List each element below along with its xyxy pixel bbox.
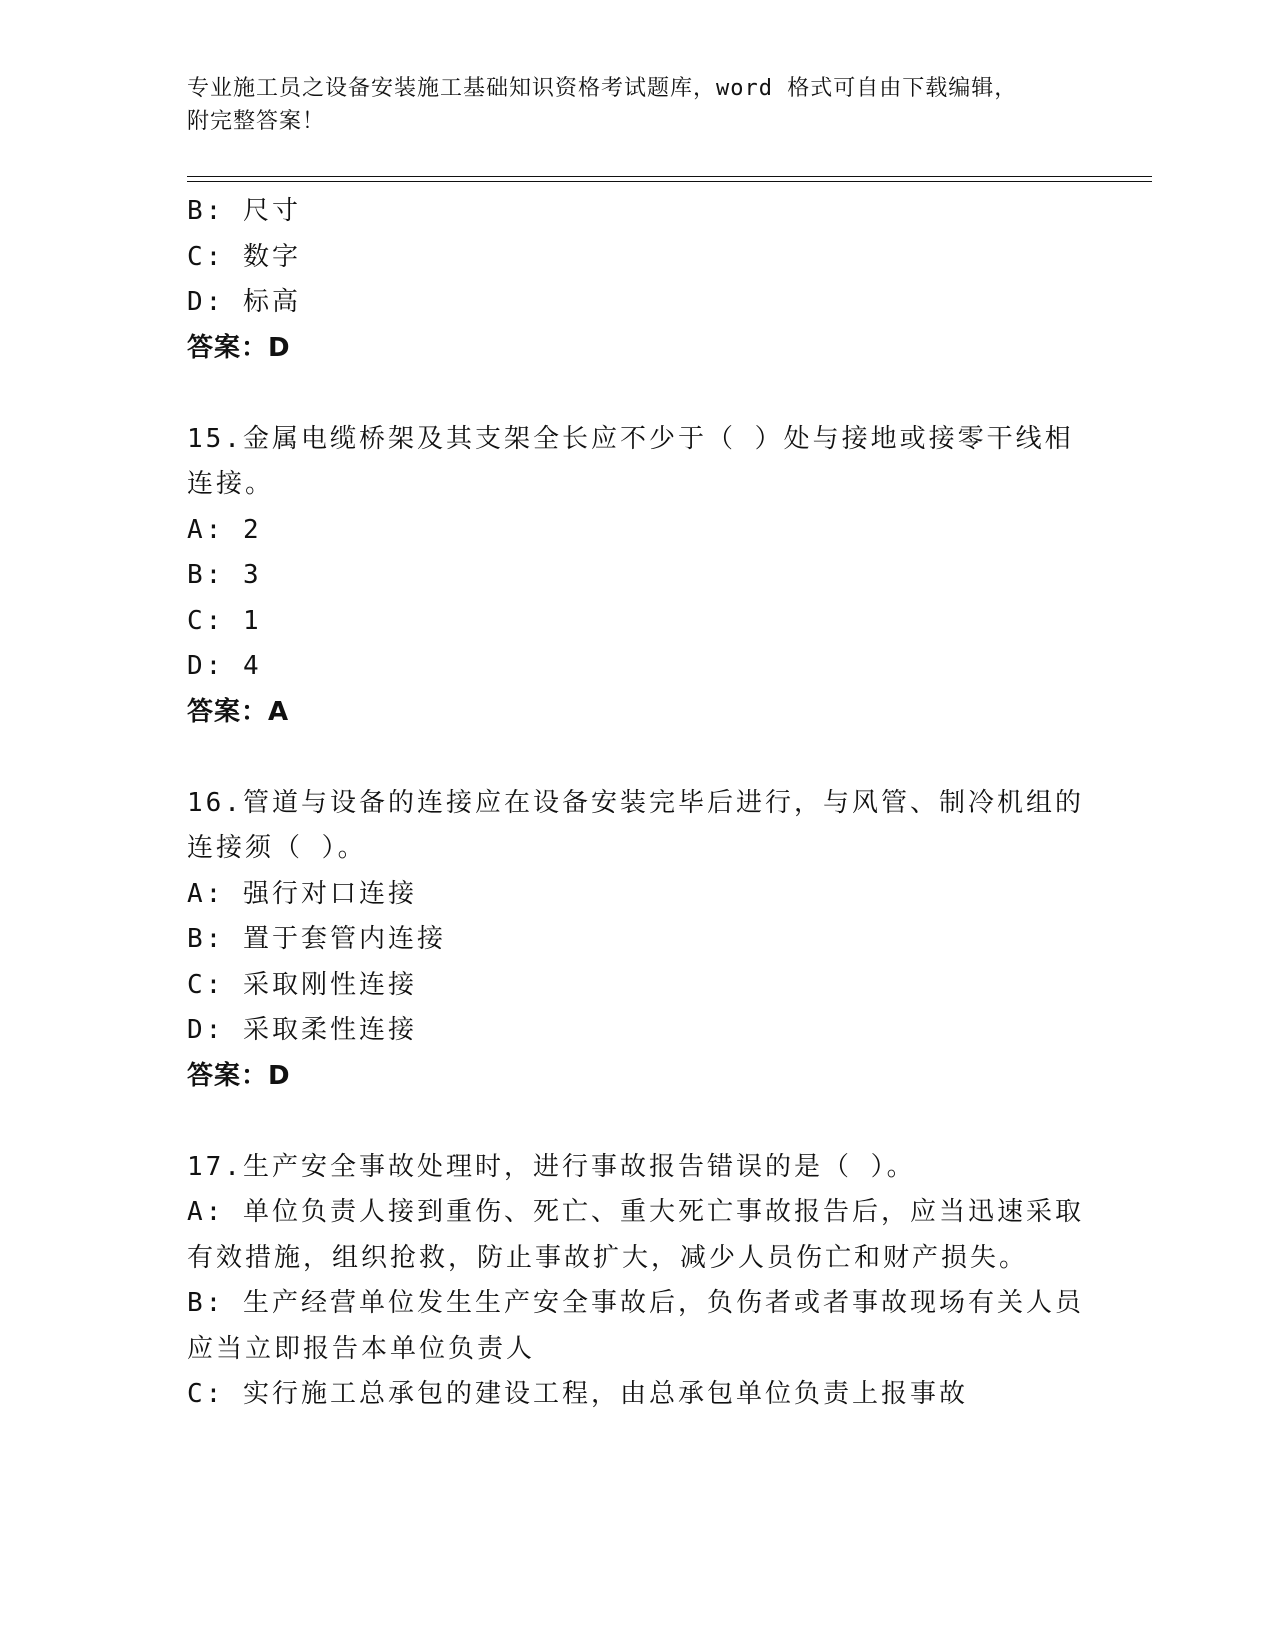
question-stem: 15.金属电缆桥架及其支架全长应不少于（ ）处与接地或接零干线相 bbox=[187, 423, 1074, 454]
header-divider-bottom bbox=[187, 181, 1152, 182]
answer-label: 答案：D bbox=[187, 332, 291, 363]
option-b: B: 生产经营单位发生生产安全事故后，负伤者或者事故现场有关人员 bbox=[187, 1288, 1084, 1318]
question-content bbox=[187, 189, 1087, 1418]
question-stem: 17.生产安全事故处理时，进行事故报告错误的是（ ）。 bbox=[187, 1151, 916, 1182]
option-c: C: 1 bbox=[187, 605, 262, 636]
option-d: D: 采取柔性连接 bbox=[187, 1015, 417, 1045]
spacer bbox=[187, 371, 1087, 417]
option-a: A: 单位负责人接到重伤、死亡、重大死亡事故报告后，应当迅速采取 bbox=[187, 1197, 1084, 1227]
option-c: C: 采取刚性连接 bbox=[187, 969, 417, 1000]
previous-question bbox=[187, 189, 1087, 371]
option-c: C: 实行施工总承包的建设工程，由总承包单位负责上报事故 bbox=[187, 1379, 968, 1409]
option-d: D: 4 bbox=[187, 651, 262, 681]
option-b: B: 置于套管内连接 bbox=[187, 924, 446, 954]
header-line-2: 附完整答案！ bbox=[187, 109, 326, 134]
spacer bbox=[187, 1099, 1087, 1145]
option-b: B: 尺寸 bbox=[187, 196, 301, 226]
question-16 bbox=[187, 781, 1087, 1100]
question-stem: 16.管道与设备的连接应在设备安装完毕后进行，与风管、制冷机组的 bbox=[187, 787, 1084, 818]
answer-label: 答案：D bbox=[187, 1060, 291, 1091]
header-divider-top bbox=[187, 176, 1152, 177]
option-a-continued: 有效措施，组织抢救，防止事故扩大，减少人员伤亡和财产损失。 bbox=[187, 1242, 1029, 1273]
question-17 bbox=[187, 1145, 1087, 1418]
option-c: C: 数字 bbox=[187, 241, 301, 272]
option-b: B: 3 bbox=[187, 560, 262, 590]
document-header bbox=[187, 72, 1087, 138]
spacer bbox=[187, 735, 1087, 781]
option-d: D: 标高 bbox=[187, 287, 301, 317]
question-15 bbox=[187, 417, 1087, 736]
question-stem-continued: 连接须（ ）。 bbox=[187, 833, 367, 863]
option-a: A: 2 bbox=[187, 514, 262, 545]
option-b-continued: 应当立即报告本单位负责人 bbox=[187, 1333, 536, 1364]
header-line-1: 专业施工员之设备安装施工基础知识资格考试题库，word 格式可自由下载编辑， bbox=[187, 76, 1018, 101]
question-stem-continued: 连接。 bbox=[187, 469, 275, 499]
answer-label: 答案：A bbox=[187, 696, 290, 727]
option-a: A: 强行对口连接 bbox=[187, 878, 417, 909]
